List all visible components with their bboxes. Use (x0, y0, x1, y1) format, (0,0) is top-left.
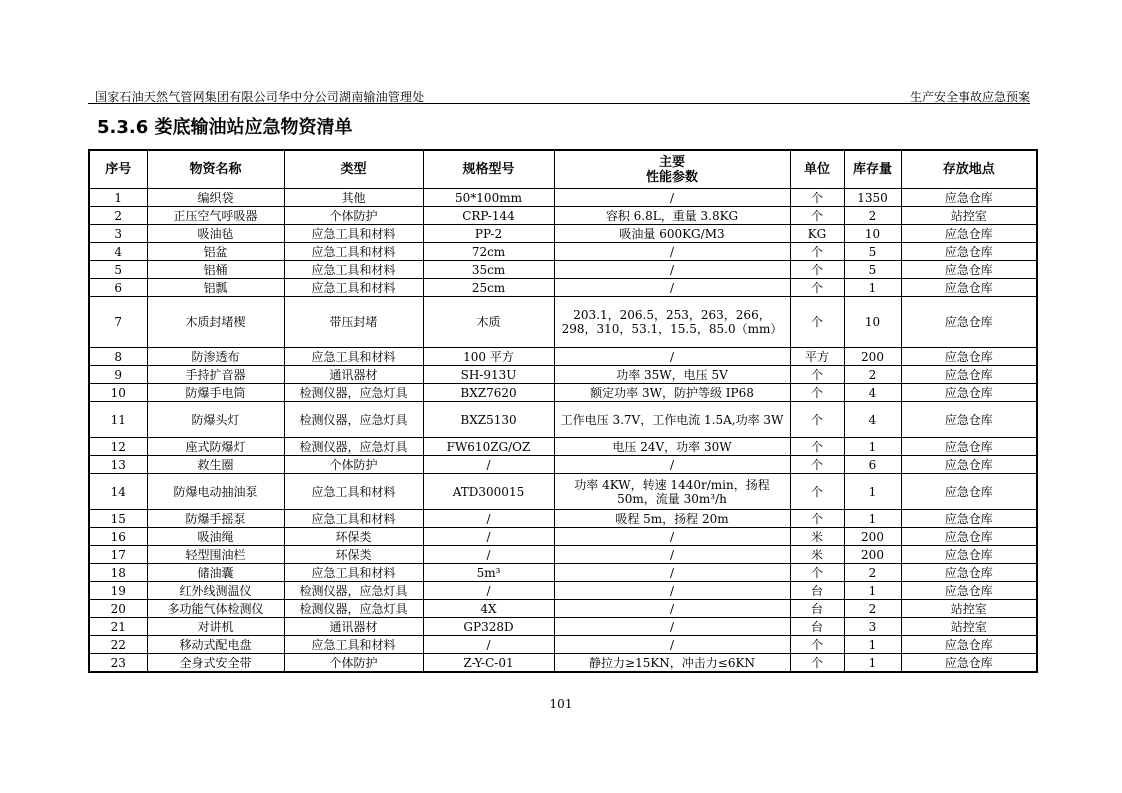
cell-location: 应急仓库 (901, 474, 1037, 510)
cell-params: 工作电压 3.7V，工作电流 1.5A,功率 3W (554, 402, 790, 438)
cell-model: BXZ7620 (423, 384, 554, 402)
cell-name: 正压空气呼吸器 (147, 207, 284, 225)
cell-index: 4 (89, 243, 147, 261)
cell-type: 个体防护 (284, 654, 423, 673)
cell-location: 应急仓库 (901, 438, 1037, 456)
cell-unit: 米 (790, 546, 844, 564)
cell-params: / (554, 189, 790, 207)
table-row (89, 384, 1037, 402)
cell-stock: 1 (844, 279, 901, 297)
cell-params: / (554, 618, 790, 636)
cell-index: 23 (89, 654, 147, 673)
cell-location: 应急仓库 (901, 225, 1037, 243)
table-row (89, 297, 1037, 348)
cell-name: 铝瓢 (147, 279, 284, 297)
cell-model: / (423, 582, 554, 600)
cell-stock: 2 (844, 366, 901, 384)
cell-unit: 个 (790, 474, 844, 510)
cell-unit: 台 (790, 600, 844, 618)
cell-params: / (554, 636, 790, 654)
cell-type: 环保类 (284, 528, 423, 546)
cell-stock: 2 (844, 564, 901, 582)
col-header-name: 物资名称 (147, 150, 284, 189)
cell-params: 功率 4KW，转速 1440r/min，扬程 50m，流量 30m³/h (554, 474, 790, 510)
cell-model: Z-Y-C-01 (423, 654, 554, 673)
cell-unit: 个 (790, 510, 844, 528)
cell-stock: 200 (844, 546, 901, 564)
table-row (89, 402, 1037, 438)
table-header-row (89, 150, 1037, 189)
header-organization: 国家石油天然气管网集团有限公司华中分公司湖南输油管理处 (95, 90, 425, 104)
table-row (89, 366, 1037, 384)
cell-unit: 台 (790, 582, 844, 600)
table-row (89, 348, 1037, 366)
table-row (89, 654, 1037, 673)
cell-location: 站控室 (901, 618, 1037, 636)
cell-unit: 个 (790, 279, 844, 297)
cell-stock: 1350 (844, 189, 901, 207)
cell-stock: 6 (844, 456, 901, 474)
table-row (89, 546, 1037, 564)
cell-unit: 个 (790, 402, 844, 438)
col-header-type: 类型 (284, 150, 423, 189)
cell-model: 100 平方 (423, 348, 554, 366)
table-row (89, 474, 1037, 510)
cell-index: 15 (89, 510, 147, 528)
cell-params: 静拉力≥15KN，冲击力≤6KN (554, 654, 790, 673)
cell-model: GP328D (423, 618, 554, 636)
cell-params: / (554, 528, 790, 546)
cell-location: 应急仓库 (901, 582, 1037, 600)
cell-name: 吸油绳 (147, 528, 284, 546)
cell-name: 铝盆 (147, 243, 284, 261)
cell-name: 防爆头灯 (147, 402, 284, 438)
cell-unit: 米 (790, 528, 844, 546)
cell-stock: 10 (844, 225, 901, 243)
cell-location: 应急仓库 (901, 243, 1037, 261)
cell-model: ATD300015 (423, 474, 554, 510)
cell-index: 14 (89, 474, 147, 510)
cell-index: 13 (89, 456, 147, 474)
table-row (89, 510, 1037, 528)
cell-stock: 5 (844, 261, 901, 279)
cell-type: 个体防护 (284, 456, 423, 474)
header-divider (88, 103, 1030, 104)
cell-location: 应急仓库 (901, 402, 1037, 438)
cell-name: 轻型围油栏 (147, 546, 284, 564)
cell-type: 检测仪器，应急灯具 (284, 438, 423, 456)
cell-unit: 个 (790, 261, 844, 279)
cell-params: 吸油量 600KG/M3 (554, 225, 790, 243)
cell-stock: 2 (844, 207, 901, 225)
header-document-title: 生产安全事故应急预案 (909, 90, 1030, 104)
cell-index: 12 (89, 438, 147, 456)
cell-params: / (554, 279, 790, 297)
col-header-params-line1: 主要 (658, 154, 685, 170)
cell-name: 铝桶 (147, 261, 284, 279)
cell-stock: 10 (844, 297, 901, 348)
cell-unit: 个 (790, 297, 844, 348)
col-header-params-line2: 性能参数 (645, 169, 698, 185)
cell-model: CRP-144 (423, 207, 554, 225)
cell-stock: 1 (844, 582, 901, 600)
cell-unit: 台 (790, 618, 844, 636)
table-row (89, 438, 1037, 456)
cell-type: 应急工具和材料 (284, 348, 423, 366)
cell-index: 19 (89, 582, 147, 600)
col-header-params (554, 150, 790, 189)
cell-model: PP-2 (423, 225, 554, 243)
cell-model: SH-913U (423, 366, 554, 384)
cell-index: 5 (89, 261, 147, 279)
cell-model: / (423, 528, 554, 546)
cell-type: 应急工具和材料 (284, 261, 423, 279)
cell-stock: 2 (844, 600, 901, 618)
cell-location: 应急仓库 (901, 636, 1037, 654)
col-header-index: 序号 (89, 150, 147, 189)
col-header-location: 存放地点 (901, 150, 1037, 189)
cell-type: 通讯器材 (284, 618, 423, 636)
cell-name: 防渗透布 (147, 348, 284, 366)
cell-location: 应急仓库 (901, 279, 1037, 297)
cell-name: 座式防爆灯 (147, 438, 284, 456)
cell-index: 11 (89, 402, 147, 438)
cell-location: 站控室 (901, 600, 1037, 618)
cell-model: 72cm (423, 243, 554, 261)
cell-type: 应急工具和材料 (284, 636, 423, 654)
cell-stock: 1 (844, 474, 901, 510)
cell-index: 7 (89, 297, 147, 348)
table-row (89, 456, 1037, 474)
section-title: 5.3.6 娄底输油站应急物资清单 (97, 117, 353, 138)
cell-unit: 个 (790, 636, 844, 654)
table-row (89, 225, 1037, 243)
cell-location: 应急仓库 (901, 510, 1037, 528)
cell-name: 红外线测温仪 (147, 582, 284, 600)
cell-stock: 3 (844, 618, 901, 636)
cell-index: 10 (89, 384, 147, 402)
cell-type: 应急工具和材料 (284, 474, 423, 510)
cell-params: / (554, 456, 790, 474)
cell-unit: 个 (790, 456, 844, 474)
cell-params: / (554, 546, 790, 564)
cell-type: 检测仪器，应急灯具 (284, 402, 423, 438)
cell-location: 应急仓库 (901, 456, 1037, 474)
cell-type: 通讯器材 (284, 366, 423, 384)
cell-unit: 个 (790, 438, 844, 456)
cell-stock: 1 (844, 636, 901, 654)
cell-name: 多功能气体检测仪 (147, 600, 284, 618)
cell-location: 应急仓库 (901, 348, 1037, 366)
cell-stock: 4 (844, 402, 901, 438)
cell-name: 储油囊 (147, 564, 284, 582)
cell-params: 电压 24V，功率 30W (554, 438, 790, 456)
cell-model: 50*100mm (423, 189, 554, 207)
table-row (89, 618, 1037, 636)
cell-unit: 平方 (790, 348, 844, 366)
cell-type: 应急工具和材料 (284, 564, 423, 582)
cell-index: 6 (89, 279, 147, 297)
cell-stock: 200 (844, 348, 901, 366)
cell-type: 应急工具和材料 (284, 243, 423, 261)
table-row (89, 189, 1037, 207)
col-header-model: 规格型号 (423, 150, 554, 189)
cell-name: 吸油毡 (147, 225, 284, 243)
cell-name: 对讲机 (147, 618, 284, 636)
cell-type: 应急工具和材料 (284, 225, 423, 243)
cell-index: 20 (89, 600, 147, 618)
cell-location: 应急仓库 (901, 261, 1037, 279)
table-row (89, 600, 1037, 618)
table-row (89, 207, 1037, 225)
cell-unit: 个 (790, 243, 844, 261)
cell-name: 防爆手电筒 (147, 384, 284, 402)
cell-index: 3 (89, 225, 147, 243)
cell-model: 35cm (423, 261, 554, 279)
cell-type: 其他 (284, 189, 423, 207)
cell-params: / (554, 582, 790, 600)
cell-type: 应急工具和材料 (284, 279, 423, 297)
cell-params: 203.1，206.5，253，263，266，298，310，53.1，15.5，85.0（mm） (554, 297, 790, 348)
cell-index: 21 (89, 618, 147, 636)
cell-unit: 个 (790, 564, 844, 582)
cell-params: / (554, 564, 790, 582)
cell-type: 应急工具和材料 (284, 510, 423, 528)
cell-name: 全身式安全带 (147, 654, 284, 673)
cell-model: 25cm (423, 279, 554, 297)
cell-name: 手持扩音器 (147, 366, 284, 384)
cell-name: 防爆手摇泵 (147, 510, 284, 528)
cell-stock: 200 (844, 528, 901, 546)
cell-location: 应急仓库 (901, 528, 1037, 546)
cell-params: 容积 6.8L，重量 3.8KG (554, 207, 790, 225)
cell-index: 16 (89, 528, 147, 546)
cell-model: FW610ZG/OZ (423, 438, 554, 456)
cell-model: / (423, 636, 554, 654)
cell-name: 移动式配电盘 (147, 636, 284, 654)
cell-params: 吸程 5m，扬程 20m (554, 510, 790, 528)
cell-model: 木质 (423, 297, 554, 348)
cell-params: / (554, 261, 790, 279)
cell-model: BXZ5130 (423, 402, 554, 438)
cell-type: 检测仪器，应急灯具 (284, 582, 423, 600)
cell-stock: 4 (844, 384, 901, 402)
cell-model: / (423, 546, 554, 564)
cell-unit: 个 (790, 366, 844, 384)
table-body (89, 189, 1037, 673)
cell-model: 5m³ (423, 564, 554, 582)
cell-params: / (554, 243, 790, 261)
cell-name: 木质封堵楔 (147, 297, 284, 348)
cell-name: 救生圈 (147, 456, 284, 474)
cell-unit: KG (790, 225, 844, 243)
cell-name: 防爆电动抽油泵 (147, 474, 284, 510)
cell-type: 带压封堵 (284, 297, 423, 348)
cell-index: 2 (89, 207, 147, 225)
cell-type: 个体防护 (284, 207, 423, 225)
cell-unit: 个 (790, 189, 844, 207)
cell-index: 18 (89, 564, 147, 582)
table-row (89, 279, 1037, 297)
table-row (89, 582, 1037, 600)
table-row (89, 243, 1037, 261)
materials-table-container (88, 149, 1036, 673)
cell-location: 应急仓库 (901, 654, 1037, 673)
cell-stock: 5 (844, 243, 901, 261)
cell-index: 8 (89, 348, 147, 366)
cell-location: 应急仓库 (901, 384, 1037, 402)
cell-type: 检测仪器，应急灯具 (284, 384, 423, 402)
page-number: 101 (549, 697, 573, 711)
cell-model: / (423, 510, 554, 528)
emergency-materials-table (88, 149, 1038, 673)
cell-unit: 个 (790, 654, 844, 673)
table-row (89, 636, 1037, 654)
cell-location: 应急仓库 (901, 546, 1037, 564)
cell-stock: 1 (844, 438, 901, 456)
cell-params: 额定功率 3W，防护等级 IP68 (554, 384, 790, 402)
cell-stock: 1 (844, 510, 901, 528)
cell-location: 应急仓库 (901, 189, 1037, 207)
table-row (89, 528, 1037, 546)
table-row (89, 261, 1037, 279)
cell-name: 编织袋 (147, 189, 284, 207)
cell-params: 功率 35W，电压 5V (554, 366, 790, 384)
cell-location: 应急仓库 (901, 366, 1037, 384)
cell-stock: 1 (844, 654, 901, 673)
col-header-unit: 单位 (790, 150, 844, 189)
cell-index: 22 (89, 636, 147, 654)
cell-params: / (554, 600, 790, 618)
cell-type: 检测仪器，应急灯具 (284, 600, 423, 618)
cell-unit: 个 (790, 207, 844, 225)
cell-index: 17 (89, 546, 147, 564)
table-row (89, 564, 1037, 582)
cell-location: 应急仓库 (901, 297, 1037, 348)
cell-unit: 个 (790, 384, 844, 402)
cell-model: / (423, 456, 554, 474)
cell-model: 4X (423, 600, 554, 618)
cell-index: 1 (89, 189, 147, 207)
cell-location: 站控室 (901, 207, 1037, 225)
cell-index: 9 (89, 366, 147, 384)
cell-params: / (554, 348, 790, 366)
cell-type: 环保类 (284, 546, 423, 564)
col-header-stock: 库存量 (844, 150, 901, 189)
cell-location: 应急仓库 (901, 564, 1037, 582)
